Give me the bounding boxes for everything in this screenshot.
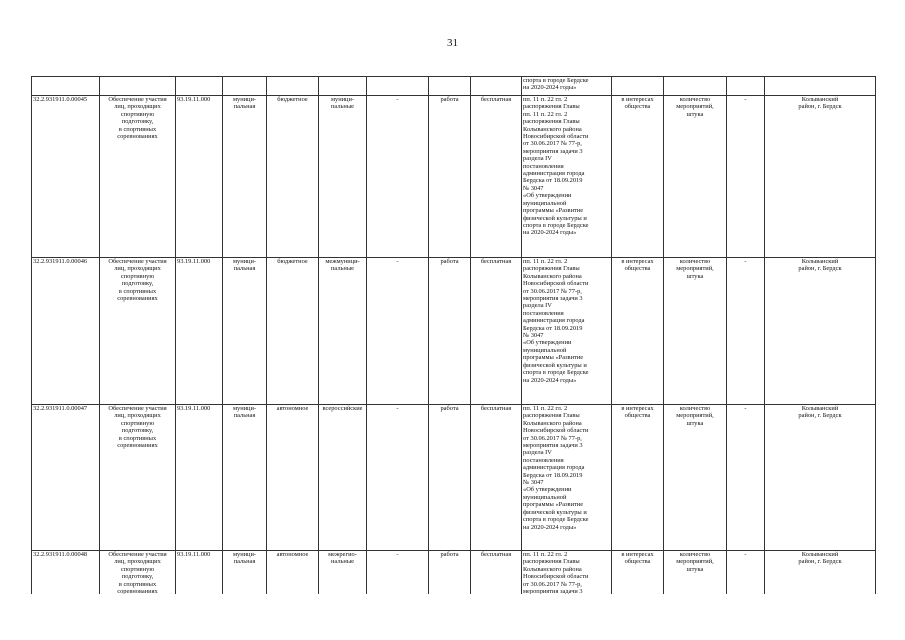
- cell-event-level: [319, 77, 367, 96]
- cell-consumers: [612, 77, 664, 96]
- cell-territory: Колыванский район, г. Бердск: [765, 258, 876, 405]
- cell-territory: [765, 77, 876, 96]
- cell-event-level: межмуници- пальные: [319, 258, 367, 405]
- cell-institution-type: бюджетное: [267, 258, 319, 405]
- cell-code: 32.2.931911.0.00046: [32, 258, 100, 405]
- cell-code: 32.2.931911.0.00048: [32, 551, 100, 595]
- cell-okved: 93.19.11.000: [176, 551, 223, 595]
- cell-payment: бесплатная: [471, 258, 522, 405]
- cell-kind: работа: [429, 258, 471, 405]
- cell-level: муници- пальная: [223, 258, 267, 405]
- cell-payment: бесплатная: [471, 551, 522, 595]
- cell-okved: 93.19.11.000: [176, 96, 223, 258]
- cell-col13: -: [727, 405, 765, 551]
- registry-table: [31, 76, 876, 594]
- cell-basis: пп. 11 п. 22 гл. 2 распоряжения Главы Колыванского района Новосибирской области от 30.06.2017 № 77-р, мероприятия задачи 3 раздела IV постановления администрация города Бердска от 18.09.2019 № 3047 «Об утверждении муниципальной программы «Развитие физической культуры и спорта в городе Бердске на 2020-2024 годы»: [522, 258, 612, 405]
- cell-event-level: всероссийские: [319, 405, 367, 551]
- cell-col13: -: [727, 258, 765, 405]
- table-row: [32, 405, 876, 551]
- cell-okved: 93.19.11.000: [176, 405, 223, 551]
- cell-col7: -: [367, 96, 429, 258]
- cell-institution-type: автономное: [267, 551, 319, 595]
- table-row: [32, 96, 876, 258]
- cell-name: Обеспечение участия лиц, проходящих спортивную подготовку, в спортивных соревнованиях: [100, 405, 176, 551]
- cell-basis: спорта в городе Бердске на 2020-2024 годы»: [522, 77, 612, 96]
- cell-indicator: количество мероприятий, штука: [664, 96, 727, 258]
- cell-consumers: в интересах общества: [612, 405, 664, 551]
- cell-level: муници- пальная: [223, 405, 267, 551]
- table-row: [32, 551, 876, 595]
- cell-col7: -: [367, 258, 429, 405]
- cell-col7: -: [367, 405, 429, 551]
- cell-name: Обеспечение участия лиц, проходящих спортивную подготовку, в спортивных соревнованиях: [100, 96, 176, 258]
- cell-basis: пп. 11 п. 22 гл. 2 распоряжения Главы Колыванского района Новосибирской области от 30.06.2017 № 77-р, мероприятия задачи 3: [522, 551, 612, 595]
- cell-col7: [367, 77, 429, 96]
- cell-col13: [727, 77, 765, 96]
- cell-consumers: в интересах общества: [612, 258, 664, 405]
- table-row-continuation: [32, 77, 876, 96]
- cell-okved: 93.19.11.000: [176, 258, 223, 405]
- cell-name: [100, 77, 176, 96]
- cell-col13: -: [727, 551, 765, 595]
- cell-kind: работа: [429, 96, 471, 258]
- cell-code: 32.2.931911.0.00045: [32, 96, 100, 258]
- cell-territory: Колыванский район, г. Бердск: [765, 96, 876, 258]
- cell-col7: -: [367, 551, 429, 595]
- cell-code: [32, 77, 100, 96]
- cell-level: муници- пальная: [223, 551, 267, 595]
- cell-indicator: количество мероприятий, штука: [664, 258, 727, 405]
- cell-consumers: в интересах общества: [612, 551, 664, 595]
- cell-institution-type: автономное: [267, 405, 319, 551]
- cell-name: Обеспечение участия лиц, проходящих спортивную подготовку, в спортивных соревнованиях: [100, 258, 176, 405]
- cell-col13: -: [727, 96, 765, 258]
- cell-consumers: в интересах общества: [612, 96, 664, 258]
- cell-event-level: межрегио- нальные: [319, 551, 367, 595]
- page-number: 31: [447, 37, 458, 49]
- cell-institution-type: бюджетное: [267, 96, 319, 258]
- cell-code: 32.2.931911.0.00047: [32, 405, 100, 551]
- cell-territory: Колыванский район, г. Бердск: [765, 551, 876, 595]
- cell-payment: бесплатная: [471, 96, 522, 258]
- cell-indicator: [664, 77, 727, 96]
- cell-payment: бесплатная: [471, 405, 522, 551]
- cell-kind: работа: [429, 551, 471, 595]
- cell-institution-type: [267, 77, 319, 96]
- cell-level: [223, 77, 267, 96]
- cell-basis: пп. 11 п. 22 гл. 2 распоряжения Главы пп. 11 п. 22 гл. 2 распоряжения Главы Колыванского района Новосибирской области от 30.06.2017 № 77-р, мероприятия задачи 3 раздела IV постановления администрация города Бердска от 18.09.2019 № 3047 «Об утверждении муниципальной программы «Развитие физической культуры и спорта в городе Бердске на 2020-2024 годы»: [522, 96, 612, 258]
- cell-name: Обеспечение участия лиц, проходящих спортивную подготовку, в спортивных соревнованиях: [100, 551, 176, 595]
- cell-event-level: муници- пальные: [319, 96, 367, 258]
- cell-payment: [471, 77, 522, 96]
- cell-indicator: количество мероприятий, штука: [664, 405, 727, 551]
- cell-level: муници- пальная: [223, 96, 267, 258]
- cell-kind: работа: [429, 405, 471, 551]
- cell-kind: [429, 77, 471, 96]
- cell-territory: Колыванский район, г. Бердск: [765, 405, 876, 551]
- cell-okved: [176, 77, 223, 96]
- cell-indicator: количество мероприятий, штука: [664, 551, 727, 595]
- cell-basis: пп. 11 п. 22 гл. 2 распоряжения Главы Колыванского района Новосибирской области от 30.06.2017 № 77-р, мероприятия задачи 3 раздела IV постановления администрация города Бердска от 18.09.2019 № 3047 «Об утверждении муниципальной программы «Развитие физической культуры и спорта в городе Бердске на 2020-2024 годы»: [522, 405, 612, 551]
- table-row: [32, 258, 876, 405]
